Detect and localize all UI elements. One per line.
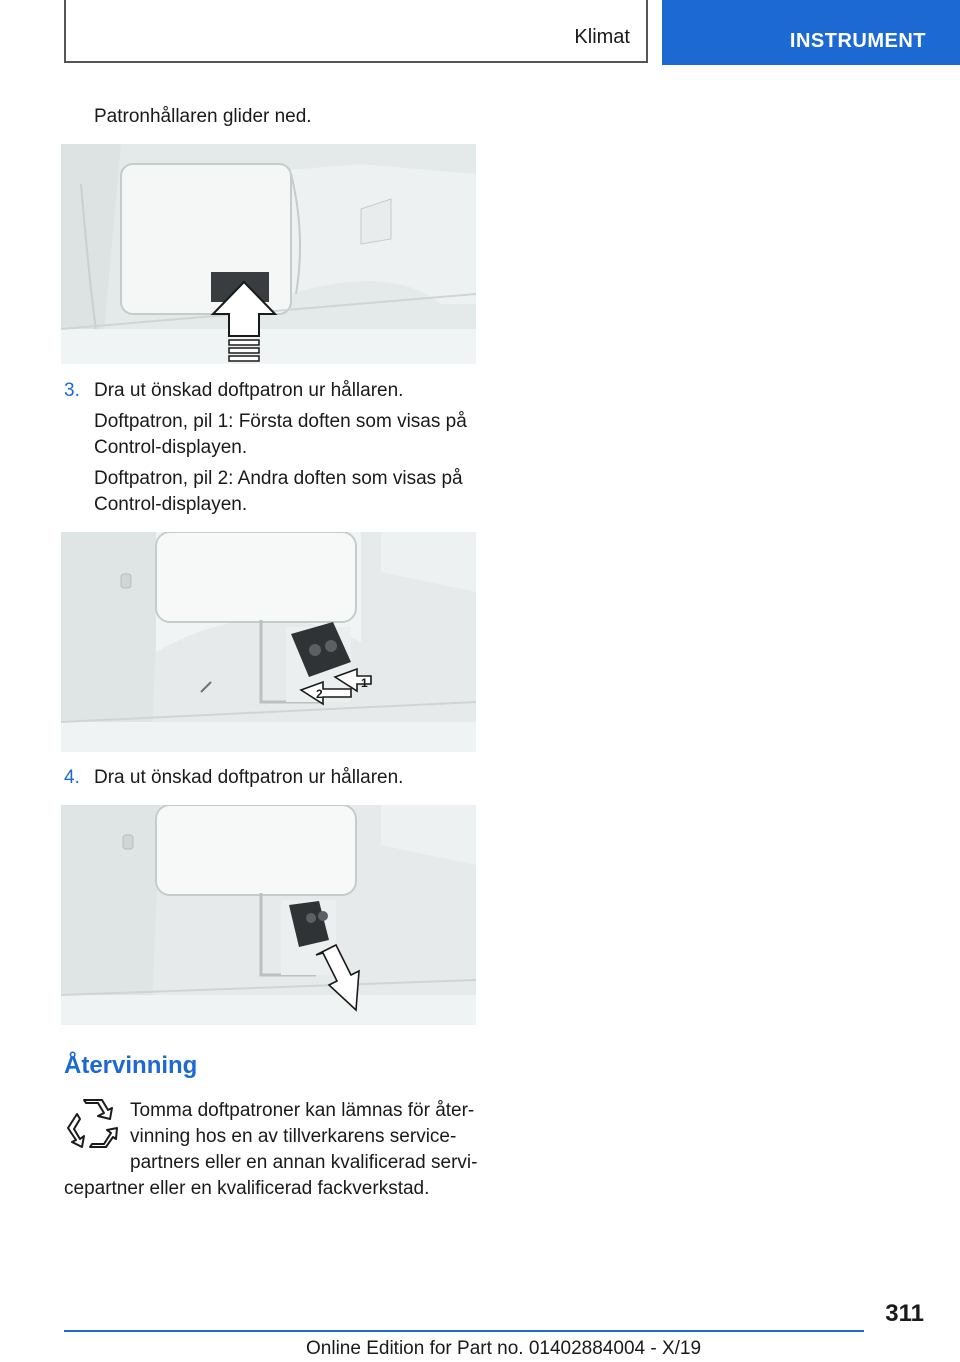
figure-pull-out-cartridge [61, 805, 476, 1025]
recycling-text-line: partners eller en annan kvalificerad servi- [130, 1152, 478, 1173]
figure-cartridges-arrows [61, 532, 476, 752]
step-number: 3. [64, 380, 80, 401]
step-note-line: Doftpatron, pil 2: Andra doften som visas på [94, 468, 463, 489]
recycling-text-line: cepartner eller en kvalificerad fackverkstad. [64, 1178, 430, 1199]
header-chapter-tab [662, 0, 960, 65]
recycling-text-line: Tomma doftpatroner kan lämnas för åter- [130, 1100, 475, 1121]
section-title-recycling: Återvinning [64, 1052, 198, 1079]
recycle-icon [66, 1097, 118, 1149]
page-number: 311 [885, 1300, 924, 1327]
step-note-line: Doftpatron, pil 1: Första doften som visas på [94, 411, 467, 432]
step-text: Dra ut önskad doftpatron ur hållaren. [94, 380, 404, 401]
footer-divider [64, 1330, 864, 1332]
header-chapter-label: INSTRUMENT [789, 30, 926, 52]
header-section-title: Klimat [574, 26, 630, 48]
svg-text:1: 1 [361, 676, 368, 690]
intro-text: Patronhållaren glider ned. [94, 106, 312, 127]
step-text: Dra ut önskad doftpatron ur hållaren. [94, 767, 404, 788]
figure-holder-down [61, 144, 476, 364]
header-section-box [64, 0, 648, 63]
step-note-line: Control-displayen. [94, 437, 248, 458]
svg-text:2: 2 [316, 687, 323, 701]
step-note-line: Control-displayen. [94, 494, 248, 515]
recycling-text-line: vinning hos en av tillverkarens service- [130, 1126, 457, 1147]
footer-edition: Online Edition for Part no. 01402884004 - X/19 [306, 1338, 702, 1359]
step-number: 4. [64, 767, 80, 788]
